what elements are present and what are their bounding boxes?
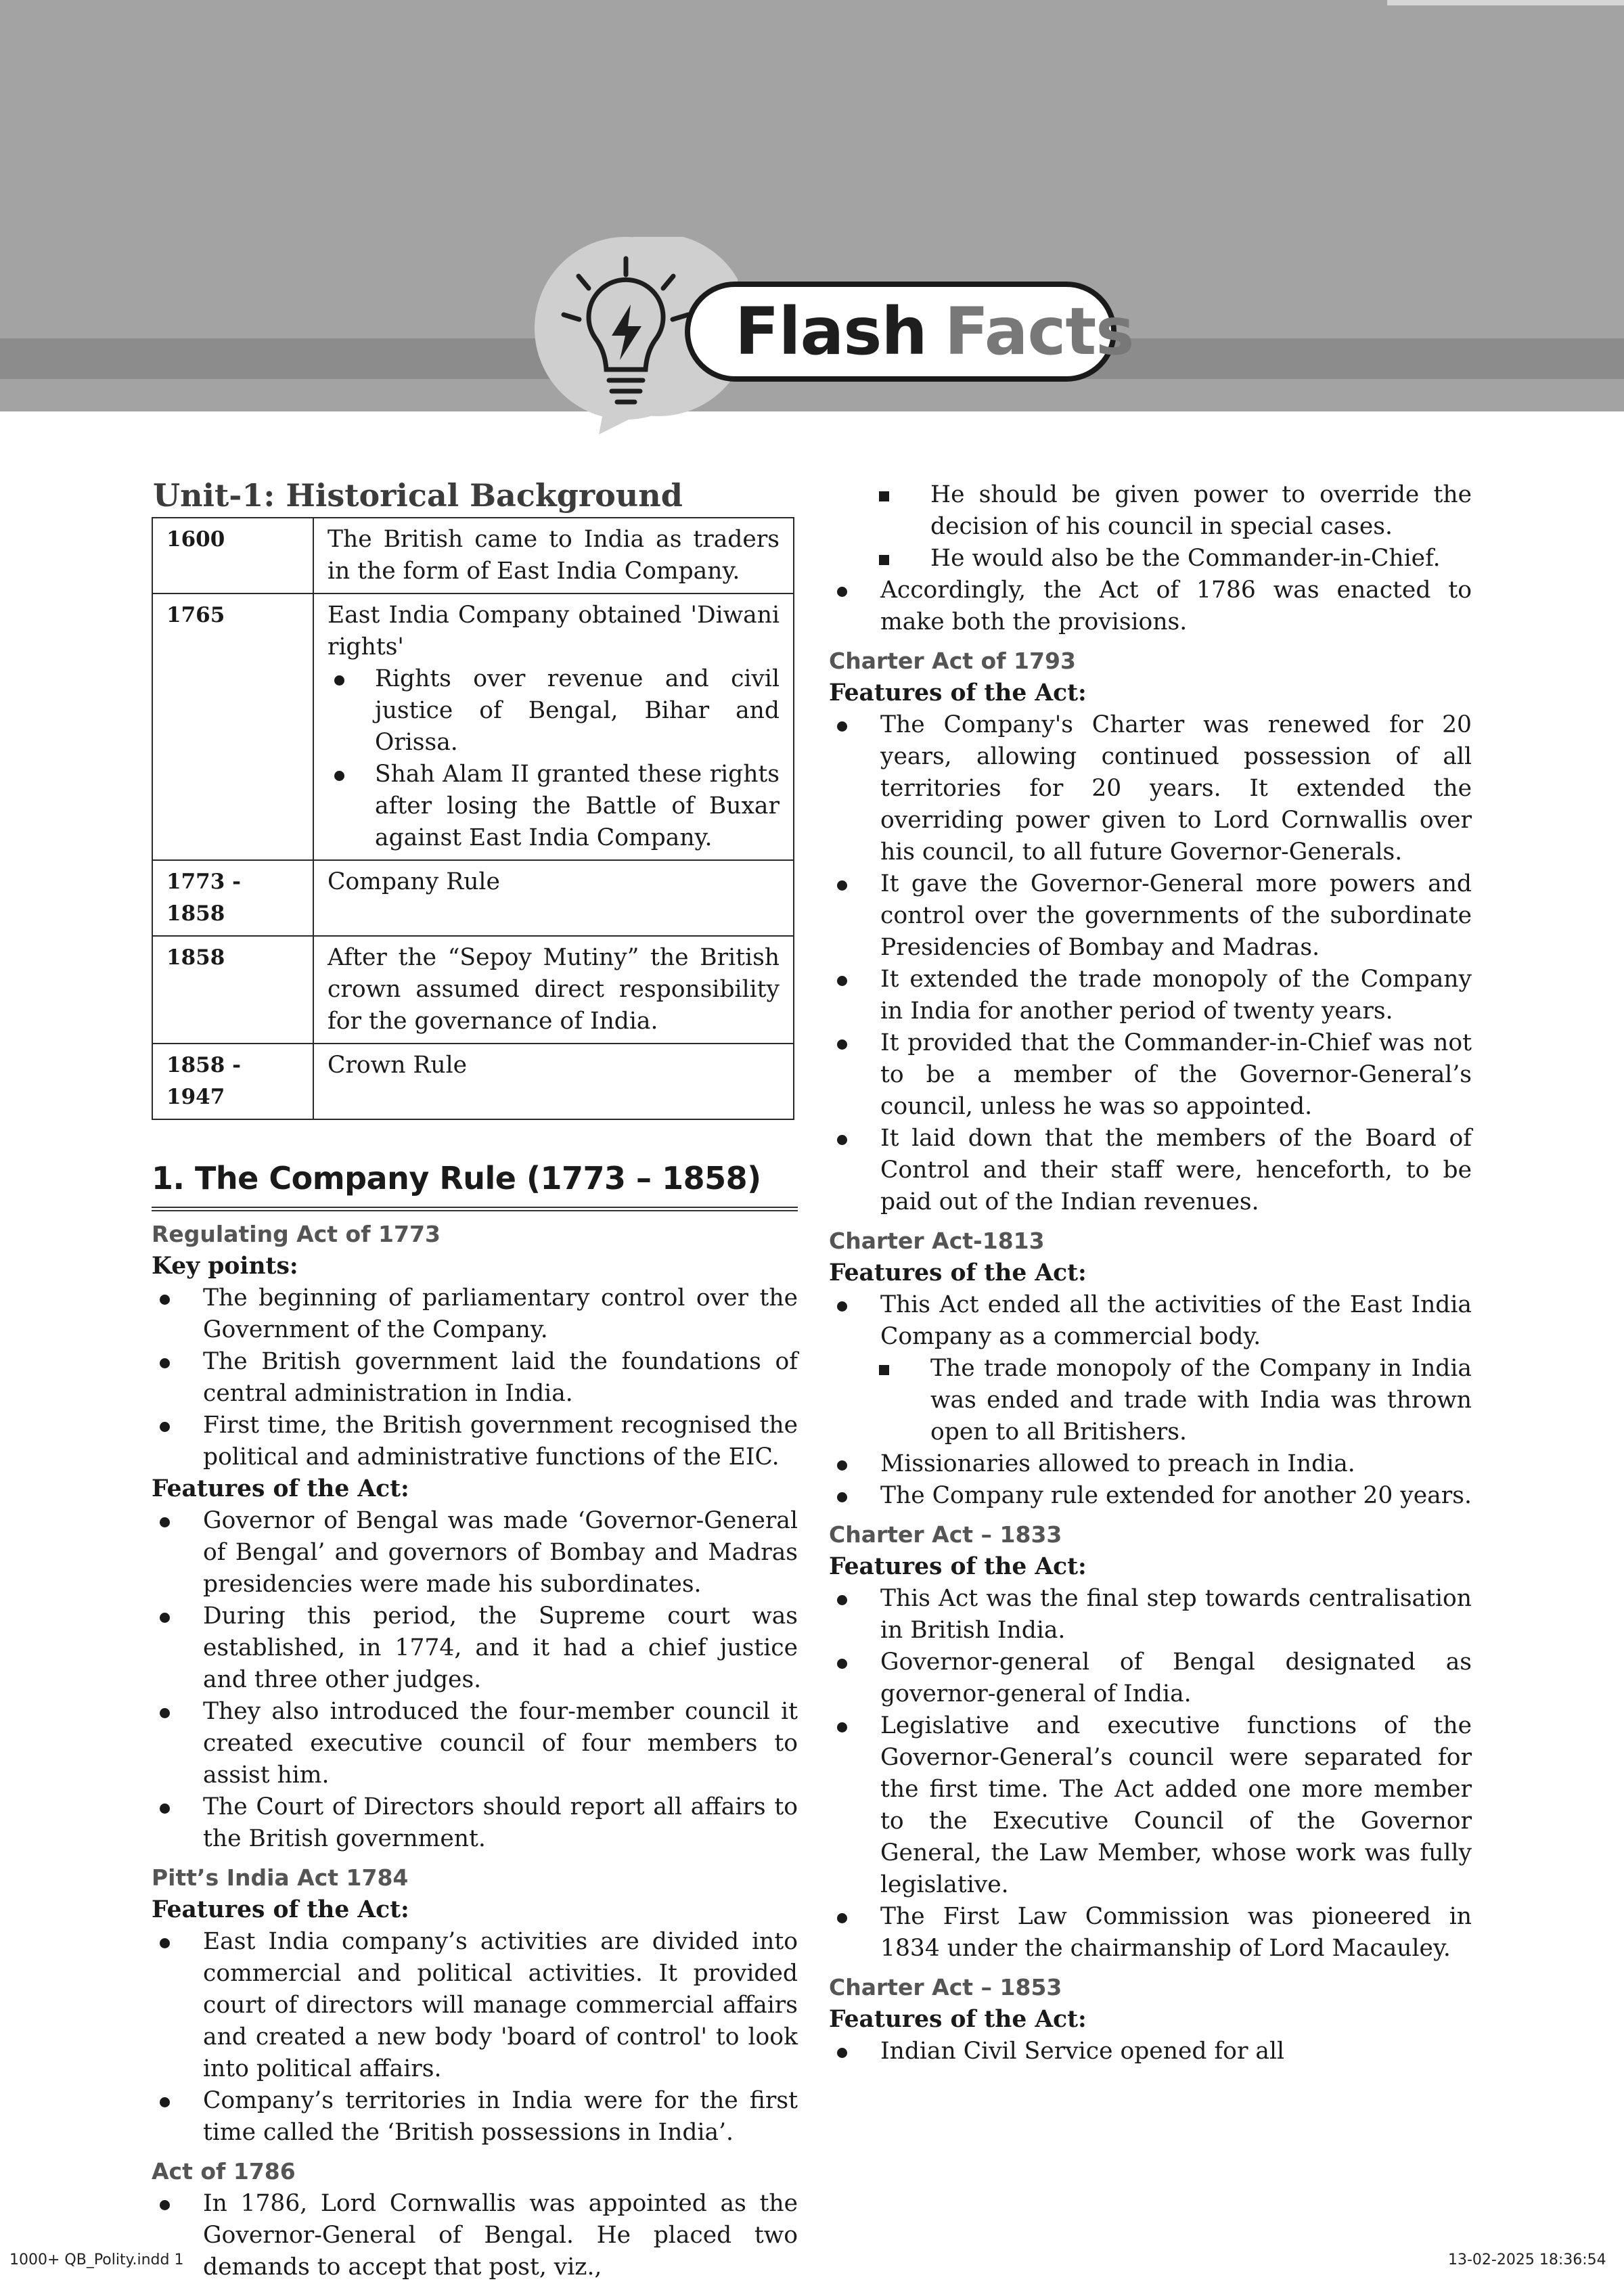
year-cell: 1773 - 1858 (152, 860, 313, 936)
list-item: The trade monopoly of the Company in India was ended and trade with India was thrown open to all Britishers. (829, 1353, 1472, 1448)
list-item: The First Law Commission was pioneered in 1834 under the chairmanship of Lord Macauley. (829, 1901, 1472, 1965)
list-item: He should be given power to override the decision of his council in special cases. (829, 479, 1472, 543)
features-list (829, 2036, 1472, 2067)
list-item: The British government laid the foundations of central administration in India. (152, 1346, 798, 1410)
features-list (829, 575, 1472, 638)
table-row (152, 518, 794, 594)
table-row (152, 1044, 794, 1119)
features-label: Features of the Act: (152, 1475, 409, 1502)
event-cell (313, 594, 794, 860)
list-item: The Court of Directors should report all affairs to the British government. (152, 1791, 798, 1855)
list-item: This Act ended all the activities of the East India Company as a commercial body. (829, 1289, 1472, 1353)
list-item: It extended the trade monopoly of the Company in India for another period of twenty years. (829, 964, 1472, 1027)
features-label: Features of the Act: (829, 1259, 1087, 1286)
act-heading: Charter Act-1813 (829, 1228, 1045, 1254)
year-cell: 1765 (152, 594, 313, 860)
list-item: Shah Alam II granted these rights after losing the Battle of Buxar against East India Company. (328, 759, 780, 854)
list-item: The beginning of parliamentary control over the Government of the Company. (152, 1282, 798, 1346)
features-label: Features of the Act: (829, 2006, 1087, 2033)
year-cell: 1858 - 1947 (152, 1044, 313, 1119)
header-edge (1387, 0, 1624, 5)
year-cell: 1600 (152, 518, 313, 594)
list-item: During this period, the Supreme court was established, in 1774, and it had a chief justice and three other judges. (152, 1600, 798, 1696)
features-list (152, 1505, 798, 1855)
list-item: The Company rule extended for another 20 years. (829, 1480, 1472, 1512)
list-item: It provided that the Commander-in-Chief was not to be a member of the Governor-General’s council, unless he was so appointed. (829, 1027, 1472, 1123)
list-item: Governor-general of Bengal designated as governor-general of India. (829, 1647, 1472, 1710)
list-item: East India company’s activities are divided into commercial and political activities. It provided court of directors will manage commercial affairs and created a new body 'board of control' to look into political affairs. (152, 1926, 798, 2085)
features-label: Features of the Act: (829, 1553, 1087, 1580)
event-cell: The British came to India as traders in the form of East India Company. (313, 518, 794, 594)
footer-timestamp: 13-02-2025 18:36:54 (1448, 2252, 1606, 2268)
features-list (829, 1448, 1472, 1512)
timeline-table (152, 517, 794, 1120)
event-text: East India Company obtained 'Diwani rights' (328, 602, 780, 660)
list-item: In 1786, Lord Cornwallis was appointed as the Governor-General of Bengal. He placed two demands to accept that post, viz., (152, 2188, 798, 2283)
right-column (829, 474, 1472, 2067)
brand-word-facts: Facts (944, 294, 1134, 370)
table-row (152, 594, 794, 860)
act-heading: Pitt’s India Act 1784 (152, 1864, 409, 1891)
act-heading: Regulating Act of 1773 (152, 1221, 441, 1247)
list-item: He would also be the Commander-in-Chief. (829, 543, 1472, 575)
left-column (152, 474, 798, 2283)
list-item: It laid down that the members of the Board of Control and their staff were, henceforth, to be paid out of the Indian revenues. (829, 1123, 1472, 1218)
demands-list (829, 479, 1472, 575)
footer-file-slug: 1000+ QB_Polity.indd 1 (9, 2252, 184, 2268)
table-row (152, 936, 794, 1044)
section-title: 1. The Company Rule (1773 – 1858) (152, 1158, 798, 1211)
list-item: Governor of Bengal was made ‘Governor-General of Bengal’ and governors of Bombay and Madras presidencies were made his subordinates. (152, 1505, 798, 1600)
features-list (829, 1583, 1472, 1965)
sub-list (829, 1353, 1472, 1448)
act-heading: Charter Act – 1853 (829, 1974, 1062, 2000)
list-item: This Act was the final step towards centralisation in British India. (829, 1583, 1472, 1647)
year-cell: 1858 (152, 936, 313, 1044)
list-item: Indian Civil Service opened for all (829, 2036, 1472, 2067)
unit-title: Unit-1: Historical Background (153, 477, 683, 514)
features-label: Features of the Act: (152, 1896, 409, 1923)
list-item: Legislative and executive functions of the Governor-General’s council were separated for the first time. The Act added one more member to the Executive Council of the Governor General, the Law Member, whose work was fully legislative. (829, 1710, 1472, 1901)
list-item: Company’s territories in India were for the first time called the ‘British possessions in India’. (152, 2085, 798, 2149)
key-points-list (152, 1282, 798, 1473)
features-list (152, 2188, 798, 2283)
list-item: It gave the Governor-General more powers and control over the governments of the subordinate Presidencies of Bombay and Madras. (829, 868, 1472, 964)
event-cell: Crown Rule (313, 1044, 794, 1119)
list-item: The Company's Charter was renewed for 20 years, allowing continued possession of all territories for 20 years. It extended the overriding power given to Lord Cornwallis over his council, to all future Governor-Generals. (829, 709, 1472, 868)
act-heading: Charter Act – 1833 (829, 1521, 1062, 1548)
features-label: Features of the Act: (829, 679, 1087, 707)
features-list (829, 709, 1472, 1218)
list-item: Rights over revenue and civil justice of Bengal, Bihar and Orissa. (328, 663, 780, 759)
list-item: They also introduced the four-member council it created executive council of four members to assist him. (152, 1696, 798, 1791)
list-item: Missionaries allowed to preach in India. (829, 1448, 1472, 1480)
brand-word-flash: Flash (735, 294, 927, 370)
features-list (829, 1289, 1472, 1353)
act-heading: Charter Act of 1793 (829, 648, 1076, 674)
list-item: Accordingly, the Act of 1786 was enacted to make both the provisions. (829, 575, 1472, 638)
flash-facts-logo (685, 282, 1134, 382)
act-heading: Act of 1786 (152, 2158, 296, 2185)
table-row (152, 860, 794, 936)
event-cell: Company Rule (313, 860, 794, 936)
list-item: First time, the British government recognised the political and administrative functions of the EIC. (152, 1410, 798, 1473)
event-bullets (328, 663, 780, 854)
event-cell: After the “Sepoy Mutiny” the British crown assumed direct responsibility for the governance of India. (313, 936, 794, 1044)
features-list (152, 1926, 798, 2149)
key-points-label: Key points: (152, 1253, 298, 1280)
